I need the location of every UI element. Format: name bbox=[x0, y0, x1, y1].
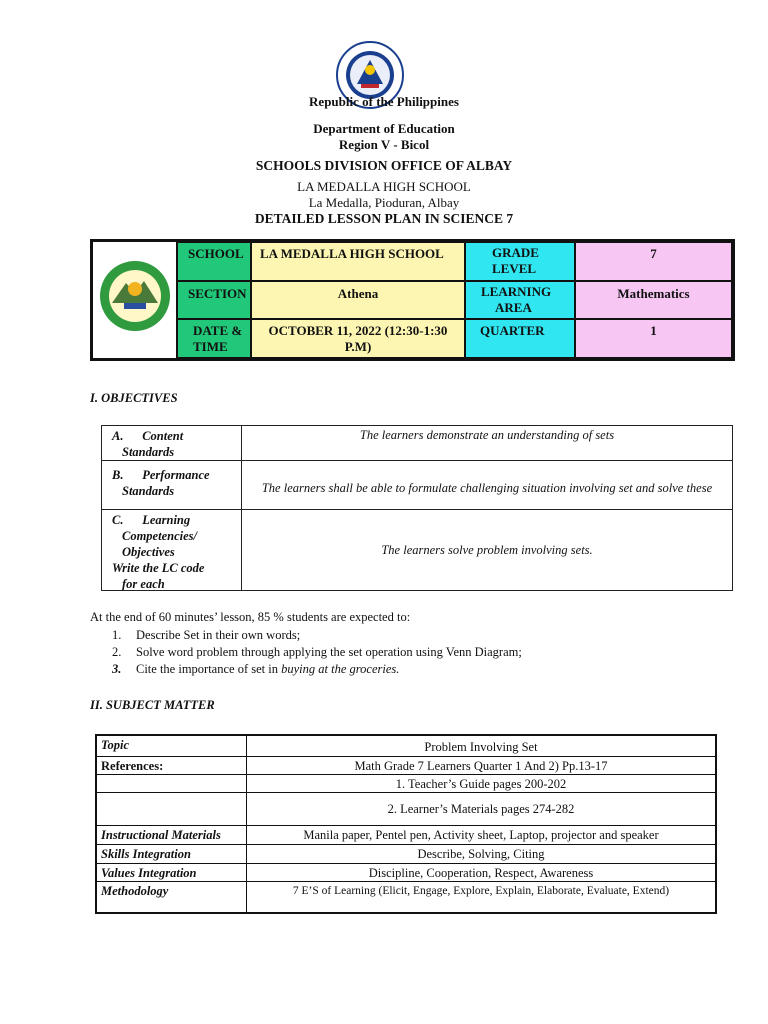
objective-label-line: for each bbox=[122, 577, 165, 591]
subject-row bbox=[97, 864, 715, 882]
area-label-2: AREA bbox=[495, 300, 532, 315]
date-label-2: TIME bbox=[193, 339, 228, 354]
section-value: Athena bbox=[337, 286, 379, 301]
list-item-number: 1. bbox=[112, 628, 122, 642]
date-label-cell bbox=[177, 319, 251, 358]
school-label-cell bbox=[177, 242, 251, 281]
subject-label: Topic bbox=[97, 736, 247, 756]
objective-value: The learners solve problem involving sets. bbox=[381, 542, 593, 557]
subject-label: Methodology bbox=[97, 882, 247, 912]
list-item-text: Solve word problem through applying the set operation using Venn Diagram; bbox=[136, 645, 522, 659]
header-address: La Medalla, Pioduran, Albay bbox=[308, 195, 460, 210]
objective-label-line: Competencies/ bbox=[122, 529, 197, 543]
subject-row bbox=[97, 882, 715, 912]
lesson-intro: At the end of 60 minutes’ lesson, 85 % students are expected to: bbox=[90, 610, 411, 624]
header-division: SCHOOLS DIVISION OFFICE OF ALBAY bbox=[255, 158, 513, 173]
subject-value: Math Grade 7 Learners Quarter 1 And 2) Pp.13-17 bbox=[354, 759, 608, 773]
subject-row bbox=[97, 793, 715, 826]
objective-label-line: C. Learning bbox=[112, 513, 191, 527]
section-label: SECTION bbox=[188, 286, 247, 301]
subject-value: 2. Learner’s Materials pages 274-282 bbox=[387, 802, 575, 816]
area-label-cell bbox=[465, 281, 575, 319]
list-item bbox=[112, 661, 522, 678]
grade-label-1: GRADE bbox=[492, 245, 539, 260]
subject-value: Manila paper, Pentel pen, Activity sheet, Laptop, projector and speaker bbox=[303, 828, 659, 842]
subject-value: Discipline, Cooperation, Respect, Awareness bbox=[368, 866, 594, 880]
objective-value: The learners demonstrate an understanding of sets bbox=[359, 428, 615, 442]
logo-text bbox=[93, 242, 94, 243]
quarter-value-cell bbox=[575, 319, 732, 358]
subject-label: Skills Integration bbox=[97, 845, 247, 863]
objective-label-line: A. Content bbox=[112, 429, 184, 443]
grade-label-cell bbox=[465, 242, 575, 281]
objective-label-line: Objectives bbox=[122, 545, 175, 559]
subject-row bbox=[97, 775, 715, 793]
objective-value: The learners shall be able to formulate challenging situation involving set and solve these bbox=[261, 480, 713, 495]
date-value-cell bbox=[251, 319, 465, 358]
objectives-heading: I. OBJECTIVES bbox=[90, 391, 178, 405]
school-value: LA MEDALLA HIGH SCHOOL bbox=[260, 246, 444, 261]
list-item-number: 2. bbox=[112, 645, 122, 659]
area-value-cell bbox=[575, 281, 732, 319]
subject-row bbox=[97, 736, 715, 757]
grade-value: 7 bbox=[650, 246, 657, 261]
school-label: SCHOOL bbox=[188, 246, 244, 261]
subject-label: Instructional Materials bbox=[97, 826, 247, 844]
subject-matter-table bbox=[95, 734, 717, 914]
quarter-value: 1 bbox=[650, 323, 657, 338]
subject-value: 1. Teacher’s Guide pages 200-202 bbox=[395, 777, 567, 791]
objective-label-line: Write the LC code bbox=[112, 561, 205, 575]
list-item-text: Cite the importance of set in bbox=[136, 662, 282, 676]
list-item-emphasis: buying at the groceries. bbox=[281, 662, 400, 676]
subject-row bbox=[97, 757, 715, 775]
section-label-cell bbox=[177, 281, 251, 319]
header-plan-title: DETAILED LESSON PLAN IN SCIENCE 7 bbox=[254, 211, 514, 226]
subject-value: Problem Involving Set bbox=[424, 740, 538, 754]
quarter-label-cell bbox=[465, 319, 575, 358]
date-value-1: OCTOBER 11, 2022 (12:30-1:30 bbox=[268, 323, 448, 338]
objective-label-line: Standards bbox=[122, 484, 175, 498]
header-department: Department of Education bbox=[313, 121, 455, 136]
objective-label bbox=[102, 426, 242, 460]
date-value-2: P.M) bbox=[344, 339, 372, 354]
objective-row bbox=[102, 426, 732, 461]
quarter-label: QUARTER bbox=[480, 323, 545, 338]
header-republic: Republic of the Philippines bbox=[309, 94, 459, 109]
list-item bbox=[112, 644, 522, 661]
header-school: LA MEDALLA HIGH SCHOOL bbox=[297, 179, 471, 194]
subject-label: Values Integration bbox=[97, 864, 247, 881]
objective-row bbox=[102, 461, 732, 510]
area-label-1: LEARNING bbox=[481, 284, 552, 299]
objectives-table bbox=[101, 425, 733, 591]
subject-row bbox=[97, 845, 715, 864]
subject-label: References: bbox=[97, 757, 247, 774]
school-logo-cell bbox=[93, 242, 177, 358]
school-logo bbox=[98, 259, 172, 333]
objective-label bbox=[102, 461, 242, 509]
header-region: Region V - Bicol bbox=[338, 137, 430, 152]
objective-label-line: B. Performance bbox=[112, 468, 210, 482]
subject-row bbox=[97, 826, 715, 845]
section-value-cell bbox=[251, 281, 465, 319]
list-item bbox=[112, 627, 522, 644]
objective-label bbox=[102, 510, 242, 590]
grade-value-cell bbox=[575, 242, 732, 281]
subject-value: 7 E’S of Learning (Elicit, Engage, Explore, Explain, Elaborate, Evaluate, Extend) bbox=[292, 885, 670, 897]
list-item-text: Describe Set in their own words; bbox=[136, 628, 301, 642]
area-value: Mathematics bbox=[617, 286, 690, 301]
grade-label-2: LEVEL bbox=[492, 261, 537, 276]
date-label-1: DATE & bbox=[193, 323, 243, 338]
school-info-table bbox=[90, 239, 735, 361]
list-item-number: 3. bbox=[112, 662, 122, 676]
seal-text bbox=[335, 40, 336, 41]
objective-label-line: Standards bbox=[122, 445, 175, 459]
objective-row bbox=[102, 510, 732, 590]
subject-value: Describe, Solving, Citing bbox=[417, 847, 545, 861]
subject-label bbox=[97, 775, 247, 792]
school-value-cell bbox=[251, 242, 465, 281]
subject-heading: II. SUBJECT MATTER bbox=[90, 698, 215, 712]
subject-label bbox=[97, 793, 247, 825]
lesson-list bbox=[112, 627, 522, 678]
